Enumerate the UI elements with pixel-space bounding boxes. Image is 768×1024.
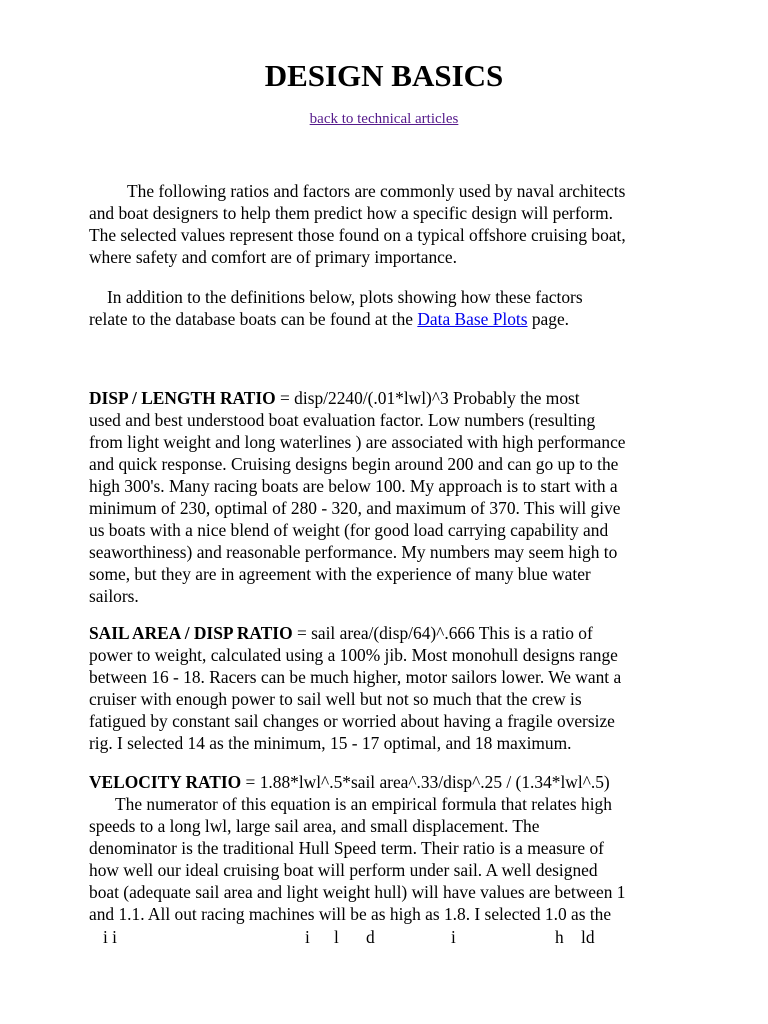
sail-area-line: rig. I selected 14 as the minimum, 15 - 17 optimal, and 18 maximum. (89, 733, 572, 753)
sail-area-line: cruiser with enough power to sail well but not so much that the crew is (89, 689, 582, 709)
sail-area-line: power to weight, calculated using a 100% jib. Most monohull designs range (89, 645, 618, 665)
sail-area-formula: = sail area/(disp/64)^.666 This is a ratio of (292, 623, 593, 643)
velocity-formula: = 1.88*lwl^.5*sail area^.33/disp^.25 / (1.34*lwl^.5) (241, 772, 610, 792)
intro-paragraph (89, 180, 689, 268)
velocity-line: how well our ideal cruising boat will perform under sail. A well designed (89, 860, 598, 880)
cut-off-fragment: d (366, 927, 375, 947)
intro-line: The following ratios and factors are commonly used by naval architects (127, 181, 626, 201)
velocity-line: speeds to a long lwl, large sail area, and small displacement. The (89, 816, 540, 836)
back-link-container (0, 109, 768, 129)
velocity-paragraph (89, 771, 689, 925)
sail-area-term: SAIL AREA / DISP RATIO (89, 623, 293, 643)
plots-line (89, 308, 689, 330)
velocity-line: denominator is the traditional Hull Speed term. Their ratio is a measure of (89, 838, 604, 858)
disp-length-line: us boats with a nice blend of weight (for good load carrying capability and (89, 520, 609, 540)
disp-length-line: minimum of 230, optimal of 280 - 320, and maximum of 370. This will give (89, 498, 621, 518)
disp-length-line: sailors. (89, 586, 139, 606)
disp-length-line: from light weight and long waterlines ) are associated with high performance (89, 432, 626, 452)
velocity-line: and 1.1. All out racing machines will be as high as 1.8. I selected 1.0 as the (89, 904, 612, 924)
velocity-term: VELOCITY RATIO (89, 772, 242, 792)
intro-line: and boat designers to help them predict how a specific design will perform. (89, 203, 613, 223)
cut-off-fragment: i i (103, 927, 118, 947)
cut-off-fragment: i (451, 927, 456, 947)
plots-text-before: relate to the database boats can be found at the (89, 309, 418, 329)
velocity-line: The numerator of this equation is an empirical formula that relates high (115, 794, 612, 814)
disp-length-line: some, but they are in agreement with the experience of many blue water (89, 564, 591, 584)
page-title: DESIGN BASICS (264, 58, 504, 93)
disp-length-line: seaworthiness) and reasonable performance. My numbers may seem high to (89, 542, 618, 562)
back-to-technical-articles-link[interactable]: back to technical articles (309, 111, 459, 127)
disp-length-line: high 300's. Many racing boats are below 100. My approach is to start with a (89, 476, 618, 496)
disp-length-paragraph (89, 387, 689, 607)
cut-off-fragment: i (305, 927, 310, 947)
intro-line: The selected values represent those found on a typical offshore cruising boat, (89, 225, 626, 245)
cut-off-fragment: l (334, 927, 339, 947)
disp-length-formula: = disp/2240/(.01*lwl)^3 Probably the most (275, 388, 580, 408)
sail-area-paragraph (89, 622, 689, 754)
disp-length-line: used and best understood boat evaluation factor. Low numbers (resulting (89, 410, 596, 430)
sail-area-line: between 16 - 18. Racers can be much higher, motor sailors lower. We want a (89, 667, 622, 687)
intro-line: where safety and comfort are of primary importance. (89, 247, 457, 267)
sail-area-line: fatigued by constant sail changes or worried about having a fragile oversize (89, 711, 615, 731)
data-base-plots-link[interactable]: Data Base Plots (417, 309, 528, 329)
cut-off-fragment: ld (581, 927, 595, 947)
disp-length-line: and quick response. Cruising designs begin around 200 and can go up to the (89, 454, 619, 474)
plots-text-after: page. (527, 309, 570, 329)
plots-paragraph (89, 286, 689, 330)
cut-off-line (89, 926, 689, 948)
plots-line: In addition to the definitions below, plots showing how these factors (107, 287, 583, 307)
velocity-line: boat (adequate sail area and light weight hull) will have values are between 1 (89, 882, 626, 902)
cut-off-fragment: h (555, 927, 564, 947)
disp-length-term: DISP / LENGTH RATIO (89, 388, 276, 408)
